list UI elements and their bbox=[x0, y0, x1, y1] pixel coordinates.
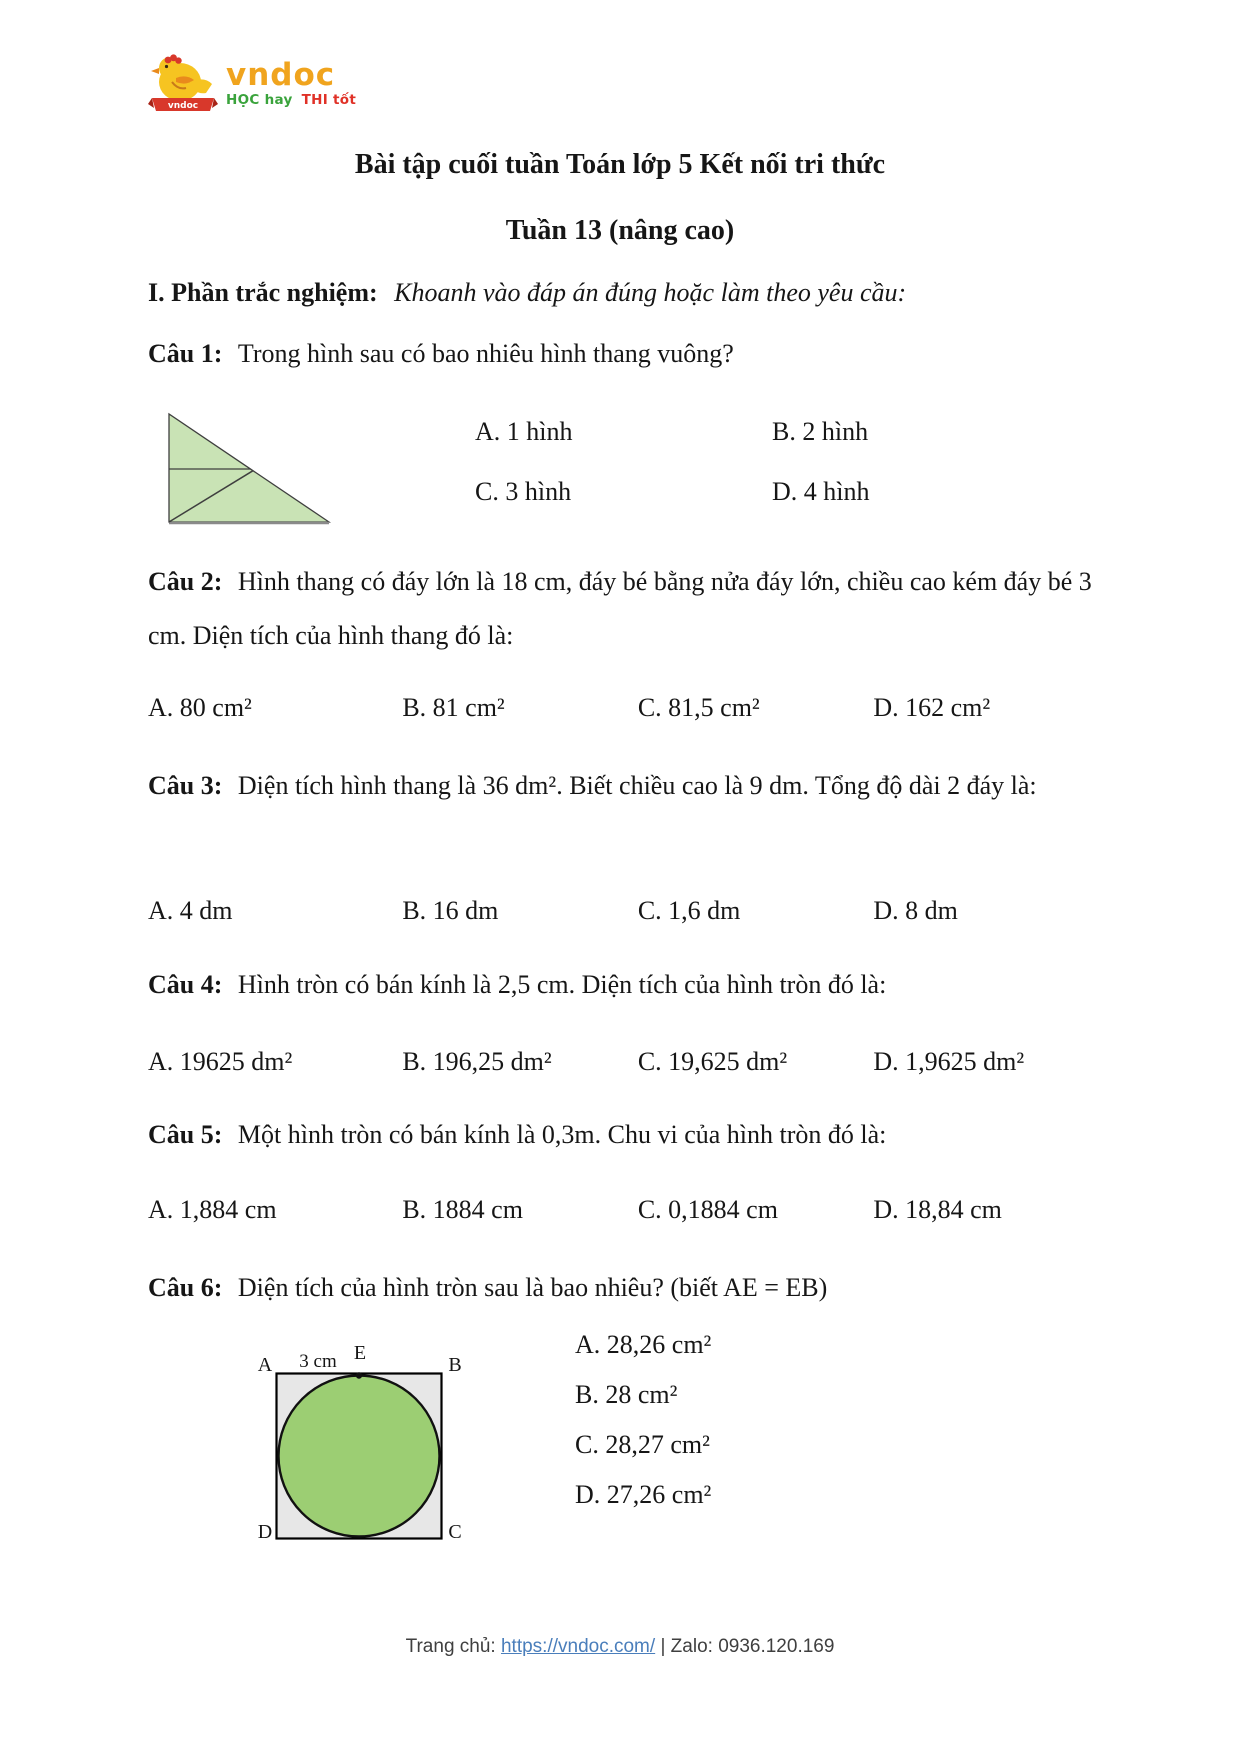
label-B: B bbox=[448, 1354, 462, 1376]
q5-option-a: A. 1,884 cm bbox=[148, 1195, 277, 1224]
section-label: I. Phần trắc nghiệm: bbox=[148, 278, 378, 307]
q4-option-a: A. 19625 dm² bbox=[148, 1047, 293, 1076]
vndoc-logo bbox=[146, 52, 356, 120]
footer-home-label: Trang chủ: bbox=[405, 1636, 496, 1657]
page-subtitle: Tuần 13 (nâng cao) bbox=[505, 215, 735, 246]
label-D: D bbox=[257, 1521, 273, 1543]
q5-option-d: D. 18,84 cm bbox=[873, 1195, 1002, 1224]
q5-option-b: B. 1884 cm bbox=[402, 1195, 523, 1224]
question-3-options bbox=[148, 891, 1090, 931]
question-6-options bbox=[575, 1320, 711, 1520]
tagline-thi-tot: THI tốt bbox=[301, 92, 357, 108]
question-3-label: Câu 3: bbox=[148, 771, 223, 800]
q4-option-b: B. 196,25 dm² bbox=[402, 1047, 552, 1076]
question-2-options bbox=[148, 688, 1090, 728]
q2-option-b: B. 81 cm² bbox=[402, 693, 505, 722]
footer-separator: | bbox=[660, 1636, 666, 1657]
q2-option-a: A. 80 cm² bbox=[148, 693, 252, 722]
point-E-dot bbox=[356, 1372, 362, 1378]
q3-option-a: A. 4 dm bbox=[148, 896, 233, 925]
question-5-options bbox=[148, 1190, 1090, 1230]
question-1 bbox=[148, 327, 1093, 381]
mascot-banner-text: vndoc bbox=[167, 101, 199, 111]
circle-figure bbox=[240, 1342, 485, 1552]
question-2-label: Câu 2: bbox=[148, 567, 223, 596]
question-3 bbox=[148, 759, 1093, 813]
q3-option-c: C. 1,6 dm bbox=[637, 896, 741, 925]
q6-option-a: A. 28,26 cm² bbox=[575, 1330, 712, 1359]
question-2 bbox=[148, 555, 1093, 663]
question-4-options bbox=[148, 1042, 1090, 1082]
q1-option-b: B. 2 hình bbox=[772, 417, 869, 446]
q3-option-b: B. 16 dm bbox=[402, 896, 499, 925]
section-heading bbox=[148, 278, 906, 308]
q6-option-d: D. 27,26 cm² bbox=[575, 1480, 712, 1509]
q5-option-c: C. 0,1884 cm bbox=[637, 1195, 778, 1224]
question-4-text: Hình tròn có bán kính là 2,5 cm. Diện tích của hình tròn đó là: bbox=[237, 970, 887, 999]
vndoc-mascot-icon bbox=[146, 52, 220, 120]
question-5-label: Câu 5: bbox=[148, 1120, 223, 1149]
brand-tagline bbox=[226, 92, 356, 108]
question-6 bbox=[148, 1261, 1093, 1315]
page-footer bbox=[0, 1636, 1240, 1658]
question-1-options bbox=[475, 412, 955, 512]
dimension-label: 3 cm bbox=[299, 1351, 337, 1372]
q6-option-c: C. 28,27 cm² bbox=[575, 1430, 710, 1459]
q2-option-d: D. 162 cm² bbox=[873, 693, 991, 722]
question-5 bbox=[148, 1108, 1093, 1162]
question-1-label: Câu 1: bbox=[148, 339, 223, 368]
q6-option-b: B. 28 cm² bbox=[575, 1380, 678, 1409]
label-A: A bbox=[257, 1354, 273, 1376]
q2-option-c: C. 81,5 cm² bbox=[637, 693, 760, 722]
page-title: Bài tập cuối tuần Toán lớp 5 Kết nối tri thức bbox=[354, 149, 886, 180]
question-4-label: Câu 4: bbox=[148, 970, 223, 999]
question-6-text: Diện tích của hình tròn sau là bao nhiêu? (biết AE = EB) bbox=[237, 1273, 828, 1302]
tagline-hoc-hay: HỌC hay bbox=[226, 92, 293, 108]
triangle-figure bbox=[167, 412, 331, 530]
q1-option-a: A. 1 hình bbox=[475, 417, 573, 446]
q3-option-d: D. 8 dm bbox=[873, 896, 958, 925]
question-1-text: Trong hình sau có bao nhiêu hình thang vuông? bbox=[237, 339, 734, 368]
question-2-text: Hình thang có đáy lớn là 18 cm, đáy bé bằng nửa đáy lớn, chiều cao kém đáy bé 3 cm. Diện tích của hình thang đó là: bbox=[148, 567, 1092, 650]
q4-option-d: D. 1,9625 dm² bbox=[873, 1047, 1025, 1076]
footer-home-link[interactable]: https://vndoc.com/ bbox=[500, 1636, 656, 1657]
footer-zalo: Zalo: 0936.120.169 bbox=[670, 1636, 835, 1657]
question-5-text: Một hình tròn có bán kính là 0,3m. Chu vi của hình tròn đó là: bbox=[237, 1120, 887, 1149]
q4-option-c: C. 19,625 dm² bbox=[637, 1047, 788, 1076]
q1-option-d: D. 4 hình bbox=[772, 477, 870, 506]
label-C: C bbox=[448, 1521, 462, 1543]
brand-wordmark: vndoc bbox=[226, 57, 336, 93]
q1-option-c: C. 3 hình bbox=[475, 477, 572, 506]
question-4 bbox=[148, 958, 1093, 1012]
label-E: E bbox=[353, 1342, 367, 1364]
question-6-label: Câu 6: bbox=[148, 1273, 223, 1302]
section-instruction: Khoanh vào đáp án đúng hoặc làm theo yêu cầu: bbox=[394, 278, 907, 307]
question-3-text: Diện tích hình thang là 36 dm². Biết chiều cao là 9 dm. Tổng độ dài 2 đáy là: bbox=[237, 771, 1037, 800]
